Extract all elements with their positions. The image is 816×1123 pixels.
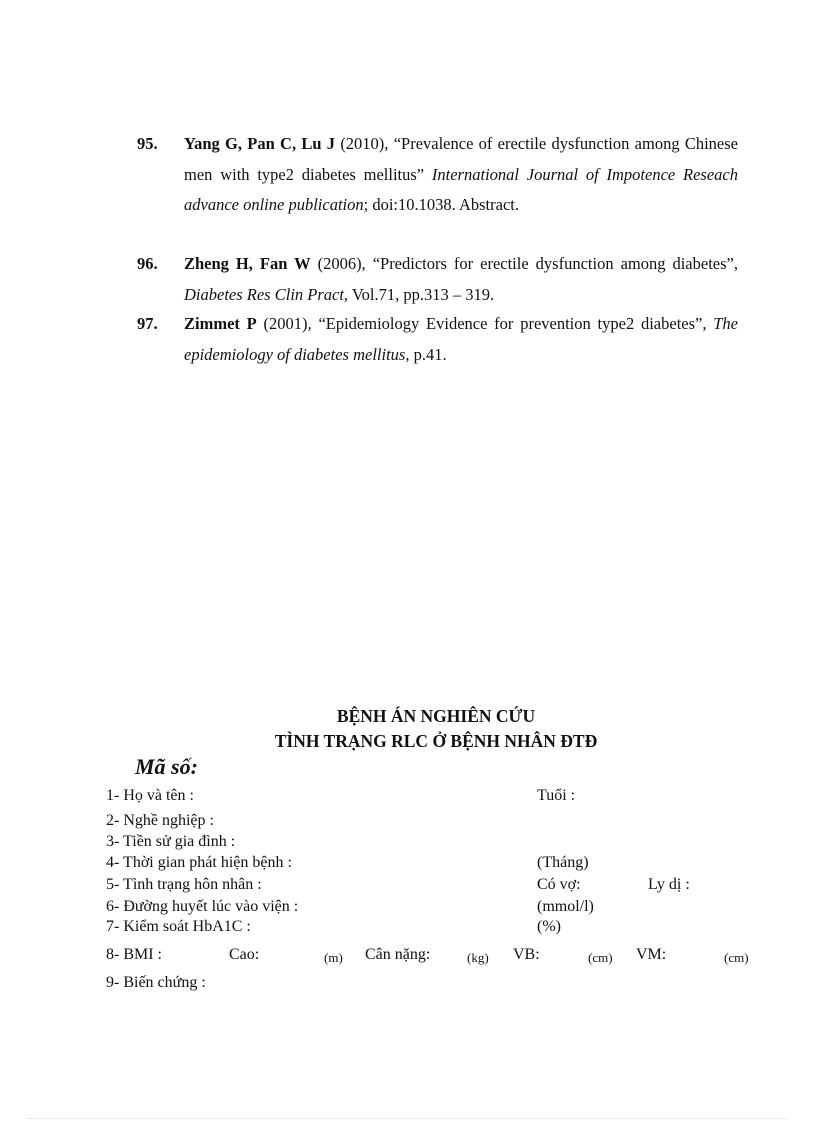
reference-number: 97.	[137, 314, 158, 333]
reference-title: “Prevalence of erectile dysfunction among Chinese men with type2 diabetes mellitus”	[184, 134, 738, 184]
unit-mmol: (mmol/l)	[537, 898, 594, 915]
field-waist: VB:	[513, 946, 540, 963]
reference-year: (2001),	[256, 314, 319, 333]
reference-year: (2006),	[310, 254, 373, 273]
field-weight: Cân nặng:	[365, 946, 431, 963]
unit-months: (Tháng)	[537, 854, 589, 871]
reference-text	[184, 309, 738, 370]
reference-year: (2010),	[335, 134, 394, 153]
unit-hip: (cm)	[724, 950, 749, 965]
unit-weight: (kg)	[467, 950, 489, 965]
field-family-history: 3- Tiền sử gia đình :	[106, 833, 236, 850]
field-hip: VM:	[636, 946, 667, 963]
field-full-name: 1- Họ và tên :	[106, 787, 194, 804]
reference-journal: International Journal of Impotence Reseach advance online publication	[184, 164, 738, 214]
reference-authors: Yang G, Pan C, Lu J	[184, 134, 336, 153]
page-bottom-divider	[28, 1118, 788, 1119]
field-blood-glucose: 6- Đường huyết lúc vào viện :	[106, 898, 299, 915]
reference-title: “Predictors for erectile dysfunction among diabetes”,	[372, 254, 738, 273]
field-complications: 9- Biến chứng :	[106, 974, 206, 991]
reference-title: “Epidemiology Evidence for prevention type2 diabetes”,	[318, 314, 714, 333]
reference-authors: Zheng H, Fan W	[184, 254, 311, 273]
field-marital-status: 5- Tình trạng hôn nhân :	[106, 876, 262, 893]
reference-text	[184, 249, 738, 310]
option-married: Có vợ:	[537, 876, 581, 893]
form-subtitle: TÌNH TRẠNG RLC Ở BỆNH NHÂN ĐTĐ	[274, 731, 598, 751]
unit-waist: (cm)	[588, 950, 613, 965]
reference-journal: Diabetes Res Clin Pract,	[184, 284, 349, 304]
reference-item	[137, 129, 738, 221]
reference-tail: Vol.71, pp.313 – 319.	[348, 284, 495, 304]
field-diagnosis-time: 4- Thời gian phát hiện bệnh :	[106, 854, 292, 871]
field-hba1c: 7- Kiểm soát HbA1C :	[106, 918, 251, 935]
option-divorced: Ly dị :	[648, 876, 690, 893]
reference-number: 95.	[137, 134, 158, 153]
field-occupation: 2- Nghề nghiệp :	[106, 812, 214, 829]
reference-authors: Zimmet P	[184, 314, 257, 333]
reference-tail: , p.41.	[405, 344, 447, 364]
field-height: Cao:	[229, 946, 260, 963]
reference-text	[184, 129, 738, 221]
code-label: Mã số:	[135, 754, 198, 779]
reference-item	[137, 249, 738, 310]
reference-tail: ; doi:10.1038. Abstract.	[363, 195, 519, 214]
field-bmi: 8- BMI :	[106, 946, 162, 963]
reference-item	[137, 309, 738, 370]
field-age: Tuổi :	[537, 787, 576, 804]
form-title: BỆNH ÁN NGHIÊN CỨU	[336, 706, 536, 726]
reference-journal: The epidemiology of diabetes mellitus	[184, 314, 738, 364]
unit-height: (m)	[324, 950, 343, 965]
reference-number: 96.	[137, 254, 158, 273]
unit-percent: (%)	[537, 918, 561, 935]
